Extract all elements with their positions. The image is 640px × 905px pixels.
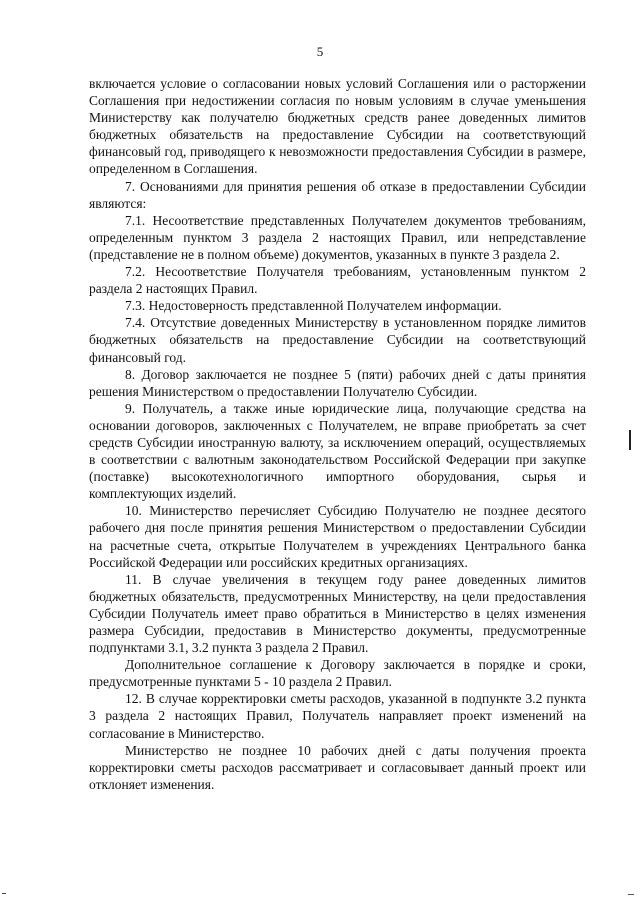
paragraph-7: 7. Основаниями для принятия решения об отказе в предоставлении Субсидии являются: xyxy=(89,178,586,211)
scan-edge-mark xyxy=(629,430,631,450)
paragraph-continuation: включается условие о согласовании новых условий Соглашения или о расторжении Соглашения при недостижении согласия по новым условиям в случае уменьшения Министерству как получателю бюджетных средств ранее доведенных лимитов бюджетных обязательств на предоставление Субсидии на соответствующий финансовый год, приводящего к невозможности предоставления Субсидии в размере, определенном в Соглашения. xyxy=(89,76,586,177)
paragraph-11-addendum: Дополнительное соглашение к Договору заключается в порядке и сроки, предусмотренные пунктами 5 - 10 раздела 2 Правил. xyxy=(89,657,586,690)
paragraph-7-1: 7.1. Несоответствие представленных Получателем документов требованиям, определенным пунктом 3 раздела 2 настоящих Правил, или непредставление (представление не в полном объеме) документов, указанных в пункте 3 раздела 2. xyxy=(89,212,586,262)
page-number: 5 xyxy=(316,44,324,59)
paragraph-8: 8. Договор заключается не позднее 5 (пяти) рабочих дней с даты принятия решения Министерством о предоставлении Получателю Субсидии. xyxy=(89,366,586,399)
paragraph-10: 10. Министерство перечисляет Субсидию Получателю не позднее десятого рабочего дня после принятия решения Министерством о предоставлении Субсидии на расчетные счета, открытые Получателем в учреждениях Центрального банка Российской Федерации или российских кредитных организациях. xyxy=(89,503,586,570)
paragraph-7-3: 7.3. Недостоверность представленной Получателем информации. xyxy=(125,298,502,314)
scan-corner-mark-left xyxy=(2,893,6,894)
paragraph-11: 11. В случае увеличения в текущем году ранее доведенных лимитов бюджетных обязательств, предусмотренных Министерству, на цели предоставления Субсидии Получатель имеет право обратиться в Министерство в целях изменения размера Субсидии, предоставив в Министерство документы, предусмотренные подпунктами 3.1, 3.2 пункта 3 раздела 2 Правил. xyxy=(89,571,586,656)
paragraph-7-2: 7.2. Несоответствие Получателя требованиям, установленным пунктом 2 раздела 2 настоящих Правил. xyxy=(89,264,586,297)
paragraph-12: 12. В случае корректировки сметы расходов, указанной в подпункте 3.2 пункта 3 раздела 2 настоящих Правил, Получатель направляет проект изменений на согласование в Министерство. xyxy=(89,691,586,741)
paragraph-7-4: 7.4. Отсутствие доведенных Министерству в установленном порядке лимитов бюджетных обязательств на предоставление Субсидии на соответствующий финансовый год. xyxy=(89,315,586,365)
paragraph-12-addendum: Министерство не позднее 10 рабочих дней с даты получения проекта корректировки сметы расходов рассматривает и согласовывает данный проект или отклоняет изменения. xyxy=(89,742,586,792)
document-body xyxy=(89,75,586,793)
paragraph-9: 9. Получатель, а также иные юридические лица, получающие средства на основании договоров, заключенных с Получателем, не вправе приобретать за счет средств Субсидии иностранную валюту, за исключением операций, осуществляемых в соответствии с валютным законодательством Российской Федерации при закупке (поставке) высокотехнологичного импортного оборудования, сырья и комплектующих изделий. xyxy=(89,400,586,502)
scan-corner-mark-right xyxy=(628,891,634,897)
